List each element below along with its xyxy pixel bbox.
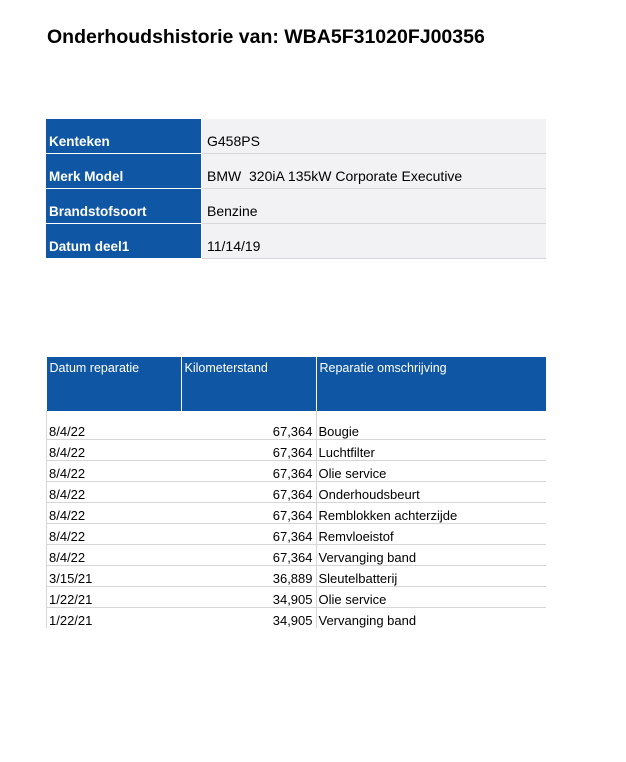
table-row — [47, 461, 547, 482]
info-value: Benzine — [202, 189, 547, 224]
cell-date: 8/4/22 — [47, 419, 182, 440]
header-km: Kilometerstand — [181, 357, 316, 411]
vehicle-info-table — [46, 119, 546, 259]
cell-km: 67,364 — [181, 461, 316, 482]
info-value: G458PS — [202, 119, 547, 154]
cell-desc: Remvloeistof — [316, 524, 546, 545]
info-label: Kenteken — [46, 119, 202, 154]
cell-km: 34,905 — [181, 608, 316, 629]
cell-desc: Remblokken achterzijde — [316, 503, 546, 524]
cell-km: 67,364 — [181, 440, 316, 461]
repairs-table — [46, 357, 546, 628]
cell-km: 67,364 — [181, 419, 316, 440]
cell-desc: Vervanging band — [318, 613, 417, 628]
info-label: Datum deel1 — [46, 224, 202, 259]
spacer-row — [47, 411, 547, 419]
cell-date: 8/4/22 — [47, 461, 182, 482]
info-value: BMW 320iA 135kW Corporate Executive — [202, 154, 547, 189]
cell-date: 8/4/22 — [47, 503, 182, 524]
cell-date: 8/4/22 — [47, 524, 182, 545]
spacer-cell — [181, 411, 316, 419]
cell-km: 67,364 — [181, 524, 316, 545]
info-row-merk-model — [46, 154, 546, 189]
info-row-kenteken — [46, 119, 546, 154]
cell-km: 67,364 — [181, 482, 316, 503]
header-desc: Reparatie omschrijving — [316, 357, 546, 411]
cell-desc: Luchtfilter — [316, 440, 546, 461]
cell-date: 8/4/22 — [47, 482, 182, 503]
cell-desc: Onderhoudsbeurt — [316, 482, 546, 503]
cell-date: 1/22/21 — [47, 608, 182, 629]
repairs-header-row — [47, 357, 547, 411]
cell-desc: Olie service — [316, 587, 546, 608]
table-row — [47, 587, 547, 608]
header-date: Datum reparatie — [47, 357, 182, 411]
cell-desc: Vervanging band — [316, 545, 546, 566]
table-row — [47, 503, 547, 524]
info-label: Brandstofsoort — [46, 189, 202, 224]
info-row-datum-deel1 — [46, 224, 546, 259]
cell-desc: Bougie — [316, 419, 546, 440]
cell-desc: Sleutelbatterij — [316, 566, 546, 587]
cell-date: 8/4/22 — [47, 440, 182, 461]
table-row — [47, 482, 547, 503]
info-row-brandstofsoort — [46, 189, 546, 224]
cell-date: 1/22/21 — [47, 587, 182, 608]
page-title: Onderhoudshistorie van: WBA5F31020FJ00356 — [47, 26, 485, 48]
cell-date: 3/15/21 — [47, 566, 182, 587]
cell-km: 67,364 — [181, 503, 316, 524]
cell-km: 36,889 — [181, 566, 316, 587]
spacer-cell — [47, 411, 182, 419]
cell-date: 8/4/22 — [47, 545, 182, 566]
cell-km: 67,364 — [181, 545, 316, 566]
table-row — [47, 419, 547, 440]
cell-desc: Olie service — [316, 461, 546, 482]
table-row — [47, 608, 547, 629]
cell-km: 34,905 — [181, 587, 316, 608]
table-row — [47, 566, 547, 587]
table-row — [47, 545, 547, 566]
table-row — [47, 524, 547, 545]
table-row — [47, 440, 547, 461]
info-value: 11/14/19 — [202, 224, 547, 259]
info-label: Merk Model — [46, 154, 202, 189]
spacer-cell — [316, 411, 546, 419]
